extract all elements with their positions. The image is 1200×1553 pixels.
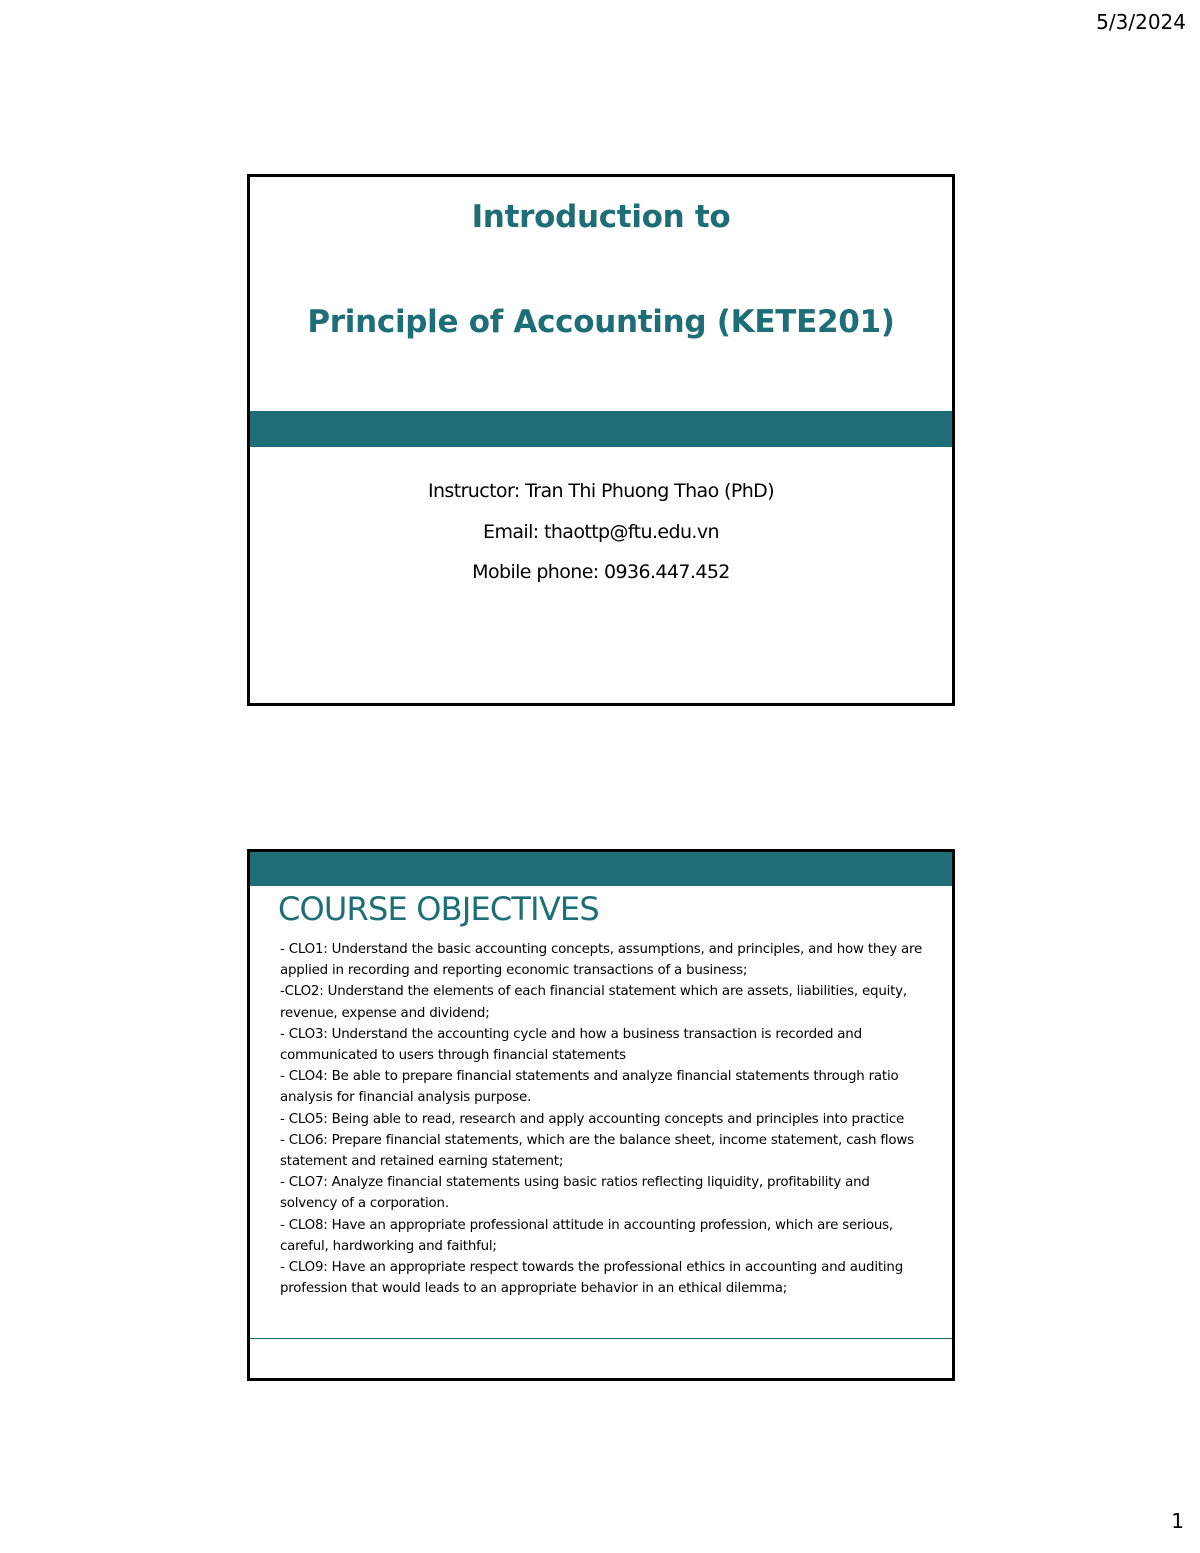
- page-date: 5/3/2024: [1096, 10, 1186, 34]
- objective-item-clo2: -CLO2: Understand the elements of each financial statement which are assets, liabilities, equity, revenue, expense and dividend;: [280, 984, 907, 1021]
- objective-item-clo8: - CLO8: Have an appropriate professional attitude in accounting profession, which are serious, careful, hardworking and faithful;: [280, 1217, 893, 1254]
- objectives-slide: [247, 849, 955, 1381]
- objective-item-clo7: - CLO7: Analyze financial statements using basic ratios reflecting liquidity, profitability and solvency of a corporation.: [280, 1175, 870, 1212]
- objectives-heading: COURSE OBJECTIVES: [278, 890, 599, 928]
- objective-item-clo3: - CLO3: Understand the accounting cycle and how a business transaction is recorded and communicated to users through financial statements: [280, 1026, 862, 1064]
- footer-divider: [250, 1338, 952, 1339]
- title-slide: [247, 174, 955, 706]
- phone-text: Mobile phone: 0936.447.452: [472, 561, 730, 583]
- objective-item-clo4: - CLO4: Be able to prepare financial statements and analyze financial statements through ratio analysis for financial analysis purpose.: [280, 1069, 899, 1106]
- objective-item-clo5: - CLO5: Being able to read, research and apply accounting concepts and principles into practice: [280, 1111, 905, 1127]
- accent-band: [250, 852, 952, 886]
- slide-title-line1: Introduction to: [471, 199, 731, 235]
- instructor-text: Instructor: Tran Thi Phuong Thao (PhD): [427, 480, 775, 502]
- objectives-list: [280, 939, 930, 1299]
- objective-item-clo9: - CLO9: Have an appropriate respect towards the professional ethics in accounting and auditing profession that would leads to an appropriate behavior in an ethical dilemma;: [280, 1260, 904, 1297]
- slide-title-line2: Principle of Accounting (KETE201): [307, 304, 895, 340]
- objective-item-clo6: - CLO6: Prepare financial statements, which are the balance sheet, income statement, cash flows statement and retained earning statement;: [280, 1132, 914, 1170]
- email-text: Email: thaottp@ftu.edu.vn: [483, 521, 719, 543]
- accent-band: [250, 411, 952, 447]
- page-number: 1: [1171, 1509, 1184, 1533]
- objective-item-clo1: - CLO1: Understand the basic accounting concepts, assumptions, and principles, and how they are applied in recording and reporting economic transactions of a business;: [280, 942, 923, 979]
